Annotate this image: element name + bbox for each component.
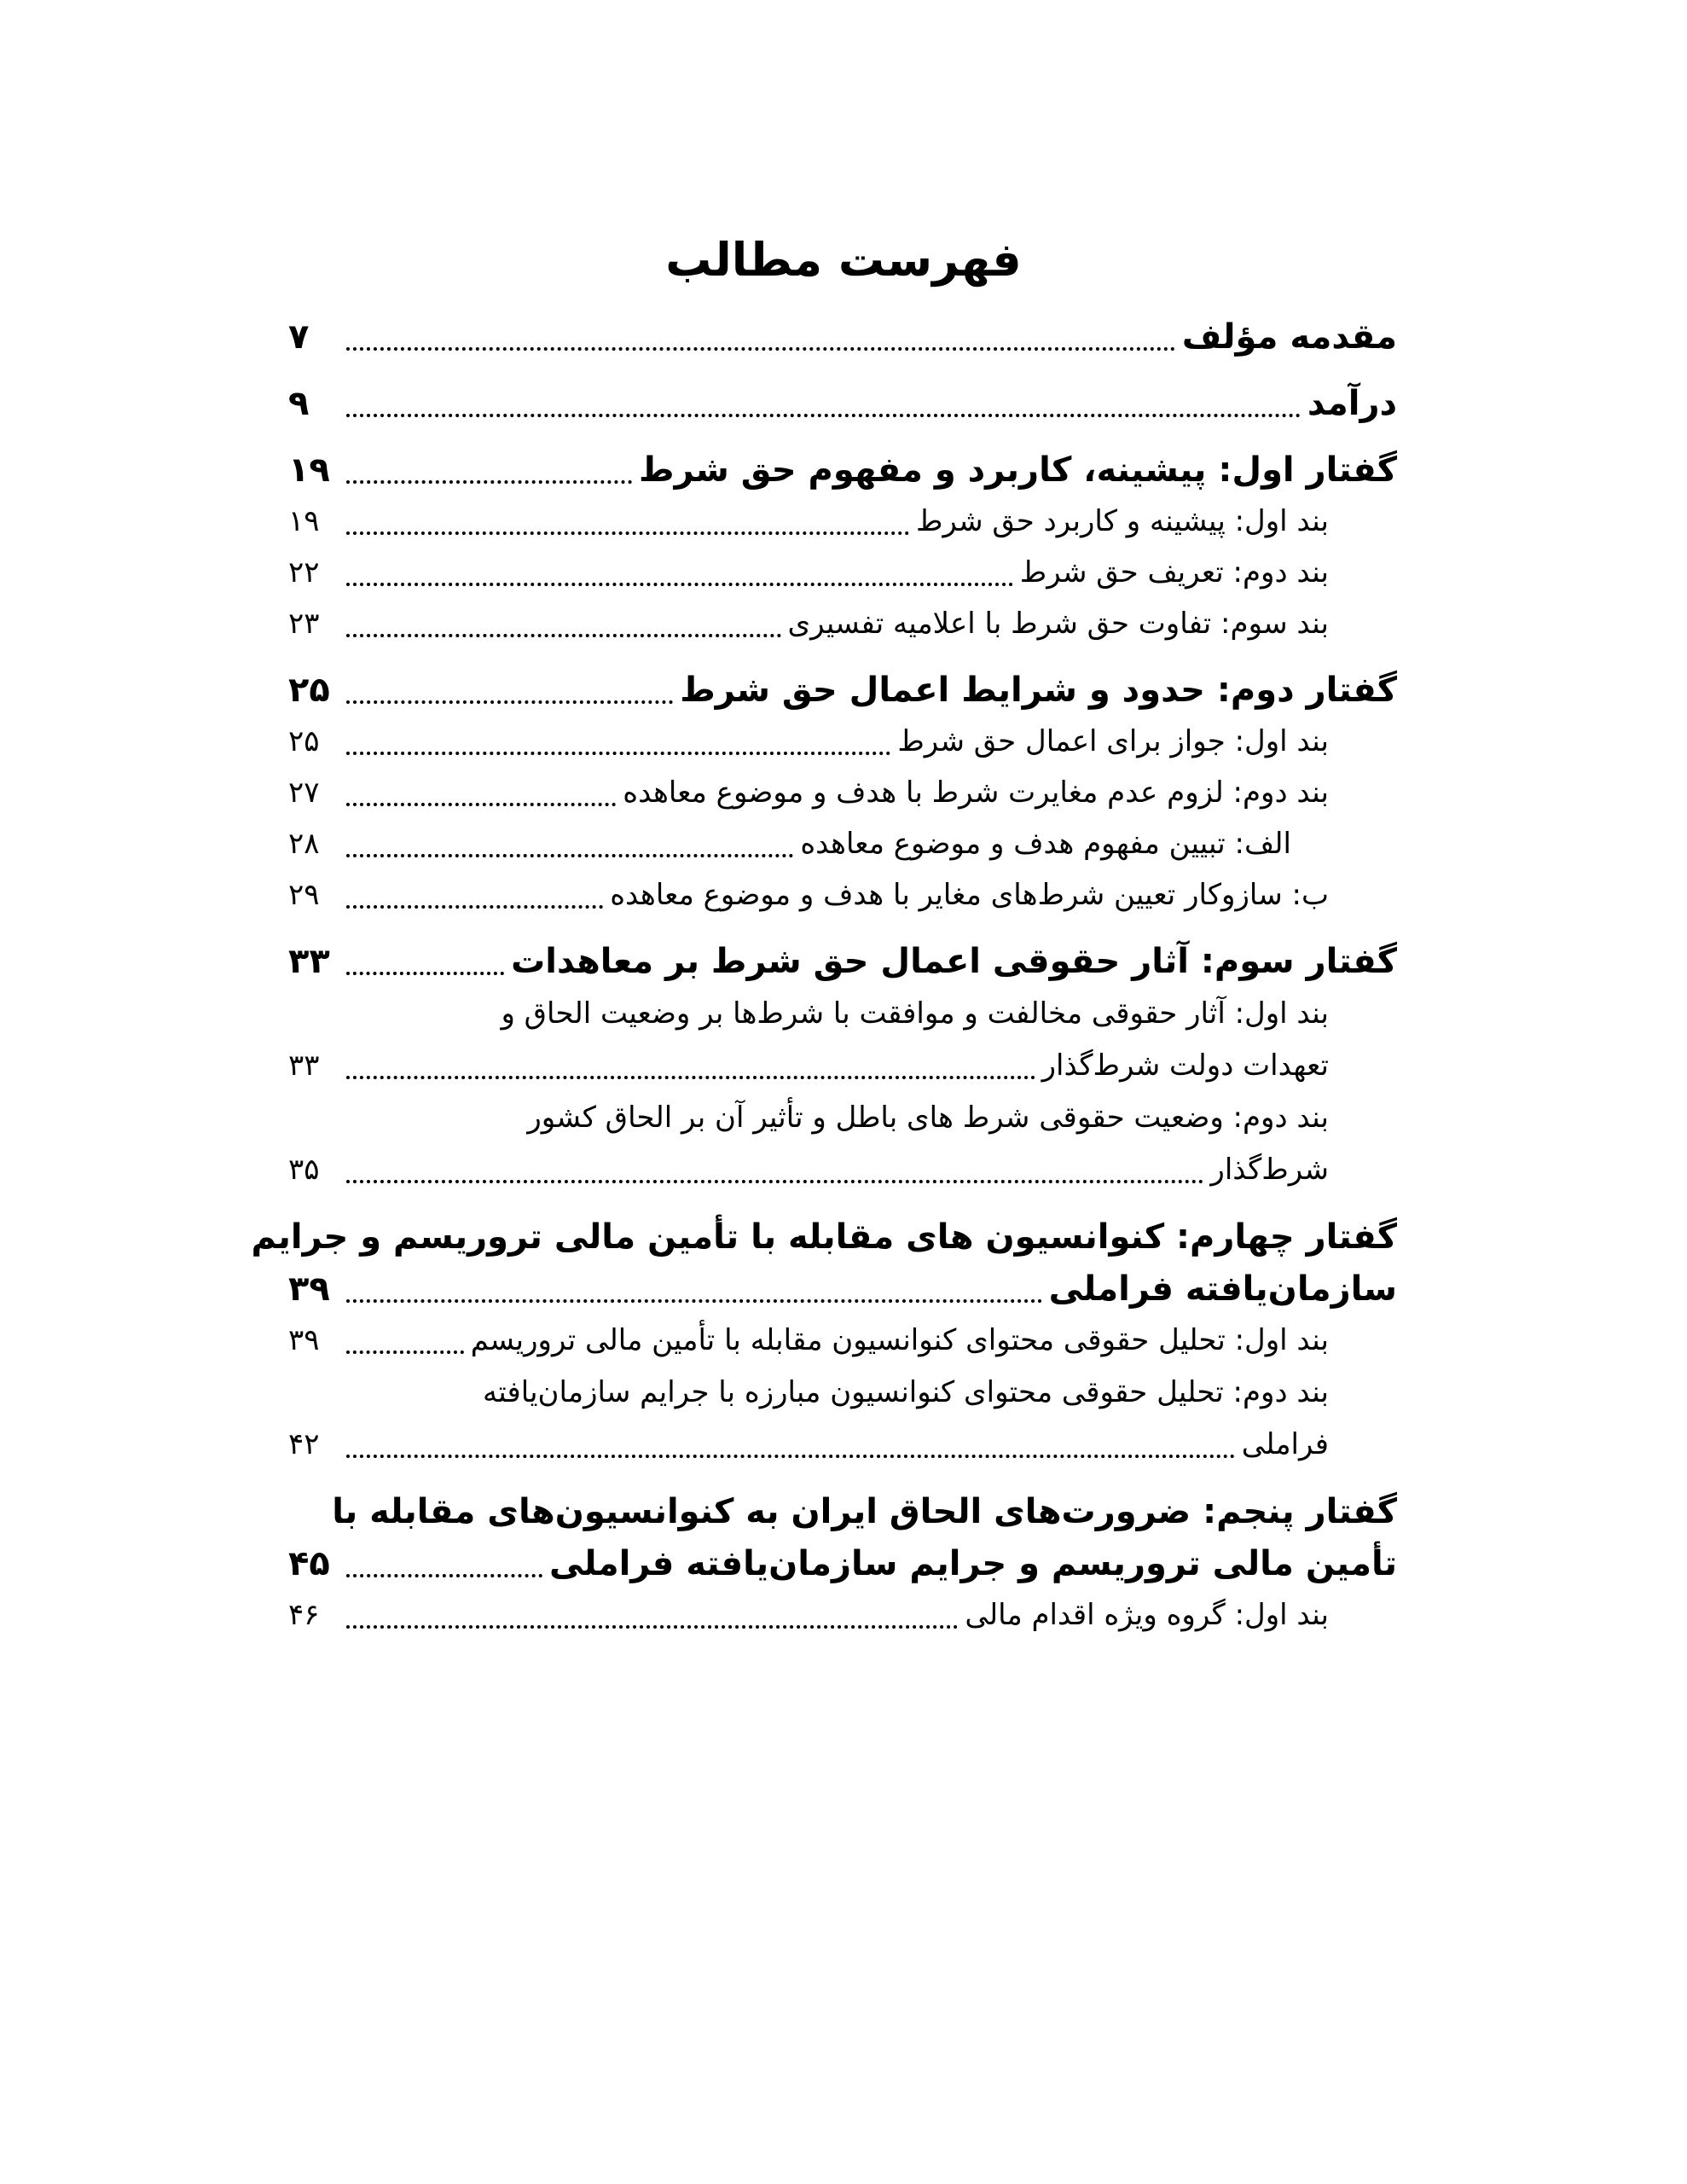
toc-entry[interactable] bbox=[288, 496, 1397, 547]
toc-entry-page: ۲۵ bbox=[288, 671, 330, 710]
toc-entry-page: ۳۳ bbox=[288, 1048, 320, 1083]
toc-entry[interactable] bbox=[288, 1144, 1397, 1195]
toc-entry-label: سازمان‌یافته فراملی bbox=[1048, 1269, 1397, 1309]
dot-leader bbox=[346, 1625, 958, 1629]
toc-entry[interactable] bbox=[288, 869, 1397, 921]
toc-entry-label: تأمین مالی تروریسم و جرایم سازمان‌یافته فراملی bbox=[549, 1544, 1397, 1583]
toc-entry-page: ۳۳ bbox=[288, 942, 330, 981]
toc-entry-page: ۱۹ bbox=[288, 504, 320, 538]
toc-entry[interactable] bbox=[288, 1589, 1397, 1641]
toc-entry-label: بند اول: گروه ویژه اقدام مالی bbox=[965, 1598, 1329, 1632]
toc-entry-label: بند دوم: تعریف حق شرط bbox=[1019, 555, 1329, 590]
toc-entry[interactable] bbox=[288, 444, 1397, 496]
dot-leader bbox=[346, 700, 673, 704]
toc-entry-label: بند اول: جواز برای اعمال حق شرط bbox=[897, 724, 1329, 758]
toc-entry-page: ۳۹ bbox=[288, 1323, 320, 1357]
toc-entry[interactable] bbox=[288, 1315, 1397, 1366]
dot-leader bbox=[346, 972, 504, 975]
toc-entry-page: ۲۸ bbox=[288, 827, 320, 861]
toc-entry[interactable] bbox=[288, 936, 1397, 987]
toc-entry-page: ۲۷ bbox=[288, 775, 320, 810]
toc-entry[interactable] bbox=[288, 1263, 1397, 1315]
page-title: فهرست مطالب bbox=[665, 233, 1022, 287]
toc-entry-label: فراملی bbox=[1241, 1427, 1329, 1461]
toc-entry-label: گفتار دوم: حدود و شرایط اعمال حق شرط bbox=[680, 671, 1397, 710]
dot-leader bbox=[346, 1299, 1042, 1303]
dot-leader bbox=[346, 414, 1301, 417]
toc-entry[interactable] bbox=[288, 1040, 1397, 1091]
toc-entry-page: ۲۲ bbox=[288, 555, 320, 590]
toc-entry-page: ۴۶ bbox=[288, 1598, 320, 1632]
toc-entry-page: ۴۲ bbox=[288, 1427, 320, 1461]
dot-leader bbox=[346, 854, 793, 857]
toc-entry-page: ۱۹ bbox=[288, 450, 330, 490]
dot-leader bbox=[346, 1574, 542, 1577]
dot-leader bbox=[346, 583, 1013, 586]
toc-entry[interactable] bbox=[288, 547, 1397, 598]
toc-list bbox=[251, 311, 1397, 1641]
dot-leader bbox=[346, 1350, 464, 1354]
toc-entry-label-line: گفتار چهارم: کنوانسیون های مقابله با تأمین مالی تروریسم و جرایم bbox=[251, 1217, 1397, 1257]
toc-entry-label: بند دوم: لزوم عدم مغایرت شرط با هدف و موضوع معاهده bbox=[623, 775, 1329, 810]
toc-entry-label-line: بند دوم: وضعیت حقوقی شرط های باطل و تأثیر آن بر الحاق کشور bbox=[527, 1101, 1329, 1135]
toc-entry-page: ۲۹ bbox=[288, 878, 320, 912]
toc-entry[interactable] bbox=[288, 1538, 1397, 1589]
toc-entry-page: ۳۹ bbox=[288, 1269, 330, 1309]
toc-entry[interactable] bbox=[288, 1419, 1397, 1470]
toc-entry[interactable] bbox=[288, 767, 1397, 818]
toc-entry[interactable] bbox=[288, 665, 1397, 716]
toc-entry-label: بند سوم: تفاوت حق شرط با اعلامیه تفسیری bbox=[787, 607, 1329, 641]
toc-entry-page: ۳۵ bbox=[288, 1153, 320, 1187]
dot-leader bbox=[346, 752, 890, 755]
dot-leader bbox=[346, 905, 603, 909]
toc-entry-label: گفتار اول: پیشینه، کاربرد و مفهوم حق شرط bbox=[639, 450, 1397, 490]
dot-leader bbox=[346, 1455, 1235, 1458]
toc-entry[interactable] bbox=[288, 378, 1397, 429]
toc-entry-page: ۹ bbox=[288, 384, 310, 423]
dot-leader bbox=[346, 634, 781, 637]
dot-leader bbox=[346, 1180, 1203, 1183]
toc-entry-label: درآمد bbox=[1307, 384, 1397, 423]
toc-entry-label: بند اول: پیشینه و کاربرد حق شرط bbox=[915, 504, 1329, 538]
toc-entry-label-line: گفتار پنجم: ضرورت‌های الحاق ایران به کنوانسیون‌های مقابله با bbox=[332, 1492, 1397, 1531]
toc-entry-label-line: بند اول: آثار حقوقی مخالفت و موافقت با شرط‌ها بر وضعیت الحاق و bbox=[501, 996, 1329, 1031]
toc-entry-page: ۲۵ bbox=[288, 724, 320, 758]
toc-entry-label: گفتار سوم: آثار حقوقی اعمال حق شرط بر معاهدات bbox=[511, 942, 1397, 981]
dot-leader bbox=[346, 347, 1175, 351]
toc-entry-label: الف: تبیین مفهوم هدف و موضوع معاهده bbox=[800, 827, 1291, 861]
dot-leader bbox=[346, 531, 909, 535]
toc-entry-page: ۷ bbox=[288, 317, 310, 357]
toc-entry-label: مقدمه مؤلف bbox=[1181, 317, 1397, 357]
toc-entry-label: ب: سازوکار تعیین شرط‌های مغایر با هدف و موضوع معاهده bbox=[610, 878, 1329, 912]
dot-leader bbox=[346, 803, 616, 806]
toc-entry-label: بند اول: تحلیل حقوقی محتوای کنوانسیون مقابله با تأمین مالی تروریسم bbox=[470, 1323, 1329, 1357]
dot-leader bbox=[346, 1076, 1035, 1079]
toc-entry[interactable] bbox=[288, 818, 1397, 869]
toc-entry[interactable] bbox=[288, 598, 1397, 649]
toc-entry[interactable] bbox=[288, 716, 1397, 767]
dot-leader bbox=[346, 480, 632, 484]
toc-entry-label: شرط‌گذار bbox=[1210, 1153, 1329, 1187]
toc-entry[interactable] bbox=[288, 311, 1397, 363]
toc-entry-label: تعهدات دولت شرط‌گذار bbox=[1041, 1048, 1329, 1083]
toc-entry-page: ۲۳ bbox=[288, 607, 320, 641]
toc-entry-page: ۴۵ bbox=[288, 1544, 330, 1583]
toc-entry-label-line: بند دوم: تحلیل حقوقی محتوای کنوانسیون مبارزه با جرایم سازمان‌یافته bbox=[482, 1375, 1329, 1409]
